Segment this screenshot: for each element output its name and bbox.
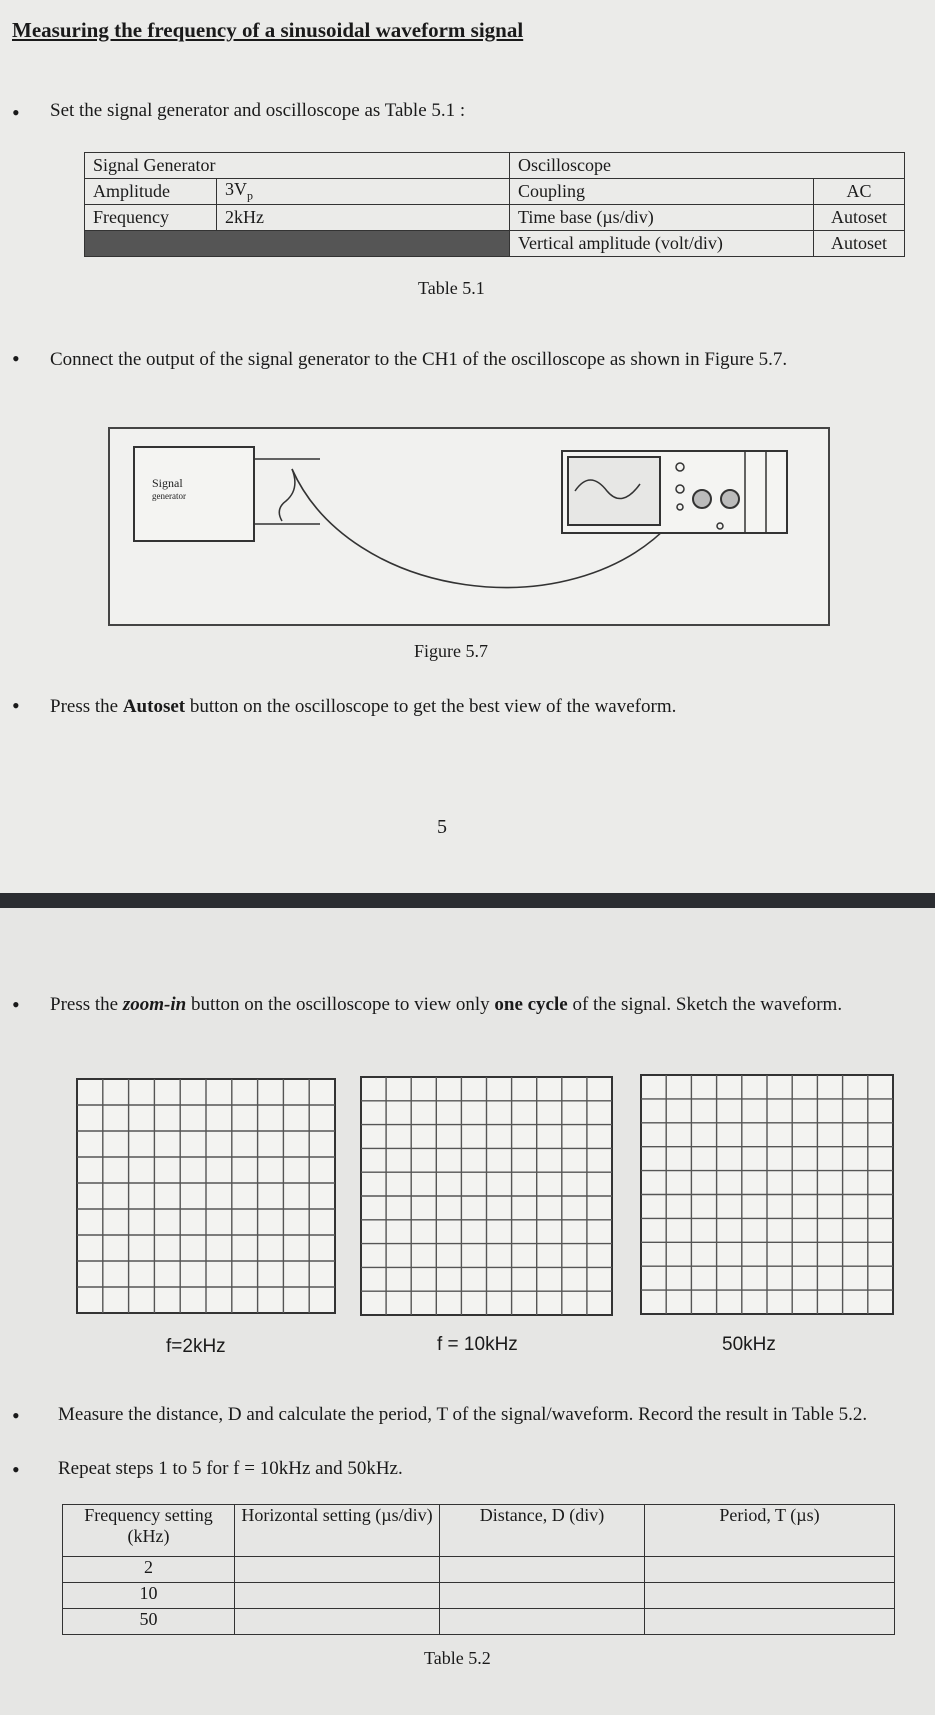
bullet-dot: • xyxy=(12,1457,20,1482)
bullet-dot: • xyxy=(12,100,20,125)
knob-large-icon xyxy=(693,490,711,508)
empty-cell xyxy=(440,1557,645,1583)
vertical-amplitude-label: Vertical amplitude (volt/div) xyxy=(509,231,813,257)
bullet-dot: • xyxy=(12,1403,20,1428)
empty-cell xyxy=(235,1557,440,1583)
grid-label-2khz: f=2kHz xyxy=(166,1336,226,1357)
figure-5-7 xyxy=(108,427,830,626)
timebase-label: Time base (µs/div) xyxy=(509,205,813,231)
frequency-label: Frequency xyxy=(85,205,217,231)
header-period: Period, T (µs) xyxy=(645,1505,895,1557)
generator-label-line1: Signal xyxy=(152,476,183,490)
empty-cell xyxy=(645,1557,895,1583)
knob-large-icon xyxy=(721,490,739,508)
header-frequency-setting: Frequency setting (kHz) xyxy=(63,1505,235,1557)
page-title: Measuring the frequency of a sinusoidal waveform signal xyxy=(12,18,524,42)
table-5-2 xyxy=(62,1504,895,1635)
oscilloscope-screen xyxy=(568,457,660,525)
table-5-2-caption: Table 5.2 xyxy=(424,1648,491,1668)
shaded-cell xyxy=(85,231,510,257)
empty-cell xyxy=(440,1609,645,1635)
coupling-value: AC xyxy=(813,179,904,205)
row-frequency-value: 50 xyxy=(63,1609,235,1635)
coupling-label: Coupling xyxy=(509,179,813,205)
empty-cell xyxy=(440,1583,645,1609)
amplitude-label: Amplitude xyxy=(85,179,217,205)
empty-cell xyxy=(235,1609,440,1635)
sketch-grid-10khz xyxy=(360,1076,613,1316)
table-5-1-caption: Table 5.1 xyxy=(418,278,485,298)
row-frequency-value: 10 xyxy=(63,1583,235,1609)
step-connect-output: Connect the output of the signal generator to the CH1 of the oscilloscope as shown in Figure 5.7. xyxy=(50,349,788,370)
row-frequency-value: 2 xyxy=(63,1557,235,1583)
bullet-dot: • xyxy=(12,693,20,718)
frequency-value: 2kHz xyxy=(217,205,510,231)
header-horizontal-setting: Horizontal setting (µs/div) xyxy=(235,1505,440,1557)
step-press-autoset: Press the Autoset button on the oscilloscope to get the best view of the waveform. xyxy=(50,696,677,717)
header-distance: Distance, D (div) xyxy=(440,1505,645,1557)
grid-label-10khz: f = 10kHz xyxy=(437,1334,518,1355)
page-number: 5 xyxy=(437,816,447,838)
empty-cell xyxy=(235,1583,440,1609)
table-5-1 xyxy=(84,152,905,257)
sketch-grid-50khz xyxy=(640,1074,894,1315)
step-set-generator: Set the signal generator and oscilloscope as Table 5.1 : xyxy=(50,100,466,121)
step-measure-distance: Measure the distance, D and calculate the period, T of the signal/waveform. Record the result in Table 5.2. xyxy=(58,1404,868,1425)
sketch-grid-2khz xyxy=(76,1078,336,1314)
grid-label-50khz: 50kHz xyxy=(722,1334,776,1355)
page-separator xyxy=(0,893,935,908)
timebase-value: Autoset xyxy=(813,205,904,231)
figure-5-7-caption: Figure 5.7 xyxy=(414,641,488,661)
header-signal-generator: Signal Generator xyxy=(85,153,510,179)
probe-lead xyxy=(279,469,295,521)
step-repeat: Repeat steps 1 to 5 for f = 10kHz and 50kHz. xyxy=(58,1458,403,1479)
empty-cell xyxy=(645,1583,895,1609)
bullet-dot: • xyxy=(12,992,20,1017)
connection-diagram xyxy=(110,429,828,624)
empty-cell xyxy=(645,1609,895,1635)
step-zoom-in: Press the zoom-in button on the oscilloscope to view only one cycle of the signal. Sketch the waveform. xyxy=(50,994,843,1015)
generator-label-line2: generator xyxy=(152,491,186,501)
vertical-amplitude-value: Autoset xyxy=(813,231,904,257)
bullet-dot: • xyxy=(12,346,20,371)
header-oscilloscope: Oscilloscope xyxy=(509,153,904,179)
amplitude-value: $3V_p$ xyxy=(217,179,510,205)
